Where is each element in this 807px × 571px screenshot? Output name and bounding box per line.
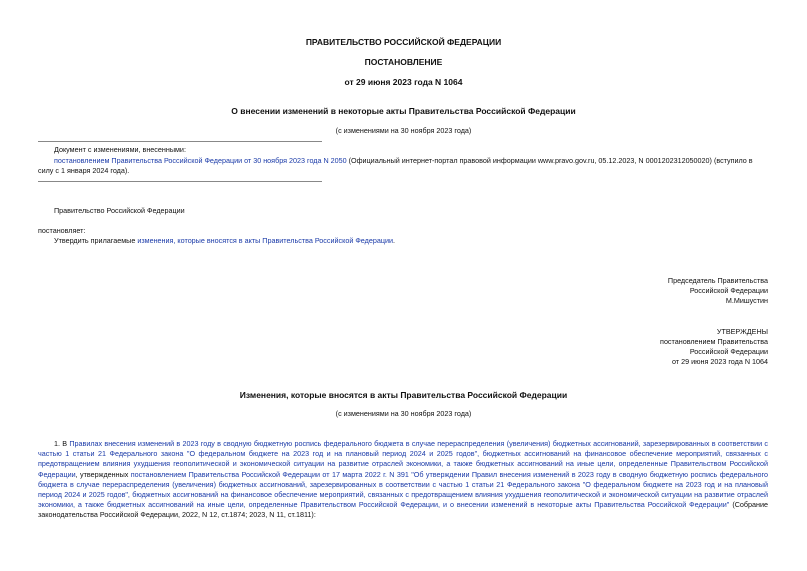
changes-bottom-divider	[38, 181, 322, 182]
document-type: ПОСТАНОВЛЕНИЕ	[364, 57, 443, 67]
rules-link[interactable]: Правилах внесения изменений в 2023 году в сводную бюджетную роспись федерального бюджета в случае перераспределения (увеличения) бюджетных ассигнований, зарезервированных в соответствии с частью 1 статьи 21 Федерального закона "О федеральном бюджете на 2023 год и на плановый период 2024 и 2025 годов", бюджетных ассигнований на финансовое обеспечение мероприятий, связанных с предотвращением влияния ухудшения геополитической и экономической ситуации на развитие отраслей экономики, а также бюджетных ассигнований на иные цели, определенные Правительством Российской Федерации	[38, 439, 768, 479]
changes-heading: Документ с изменениями, внесенными:	[54, 145, 186, 154]
approval-by: постановлением Правительства	[660, 337, 768, 346]
section-revision-note: (с изменениями на 30 ноября 2023 года)	[335, 409, 472, 418]
amending-act-link[interactable]: постановлением Правительства Российской Федерации от 30 ноября 2023 года N 2050	[54, 156, 347, 165]
document-date-number: от 29 июня 2023 года N 1064	[344, 77, 463, 87]
signature-name: М.Мишустин	[725, 296, 768, 305]
revision-note: (с изменениями на 30 ноября 2023 года)	[335, 126, 472, 135]
resolution-391-link[interactable]: постановлением Правительства Российской Федерации от 17 марта 2022 г. N 391 "Об утверждении Правил внесения изменений в 2023 году в сводную бюджетную роспись федерального бюджета в случае перераспределения (увеличения) бюджетных ассигнований, зарезервированных в соответствии с частью 1 статьи 21 Федерального закона "О федеральном бюджете на 2023 год и на плановый период 2024 и 2025 годов", бюджетных ассигнований на финансовое обеспечение мероприятий, связанных с предотвращением влияния ухудшения геополитической и экономической ситуации на развитие отраслей экономики, а также бюджетных ассигнований на иные цели, определенные Правительством Российской Федерации, и о внесении изменений в некоторые акты Правительства Российской Федерации"	[38, 469, 768, 510]
government-heading: ПРАВИТЕЛЬСТВО РОССИЙСКОЙ ФЕДЕРАЦИИ	[305, 37, 502, 47]
changes-effective-note: силу с 1 января 2024 года).	[38, 166, 130, 175]
changes-source-note: (Официальный интернет-портал правовой информации www.pravo.gov.ru, 05.12.2023, N 0001202312050020) (вступило в	[346, 156, 753, 165]
resolves-label: постановляет:	[38, 226, 86, 235]
approve-prefix: Утвердить прилагаемые	[54, 236, 138, 245]
changes-top-divider	[38, 141, 322, 142]
approval-date: от 29 июня 2023 года N 1064	[671, 357, 768, 366]
document-title: О внесении изменений в некоторые акты Правительства Российской Федерации	[231, 106, 576, 116]
approve-sentence	[54, 236, 395, 245]
signature-block	[500, 276, 768, 306]
approval-status: УТВЕРЖДЕНЫ	[716, 327, 768, 336]
item-1-middle: , утвержденных	[75, 469, 131, 479]
approve-suffix: .	[392, 236, 395, 245]
item-1-paragraph	[38, 439, 768, 521]
signature-position: Председатель Правительства	[667, 276, 768, 285]
government-name: Правительство Российской Федерации	[54, 206, 185, 215]
approval-country: Российской Федерации	[689, 347, 768, 356]
changes-link[interactable]: изменения, которые вносятся в акты Правительства Российской Федерации	[137, 236, 393, 245]
approval-block	[500, 327, 768, 367]
section-title: Изменения, которые вносятся в акты Правительства Российской Федерации	[239, 390, 568, 400]
item-1-suffix: (Собрание законодательства Российской Федерации, 2022, N 12, ст.1874; 2023, N 11, ст.1811):	[38, 500, 769, 520]
changes-text	[54, 156, 770, 166]
signature-country: Российской Федерации	[689, 286, 768, 295]
item-1-prefix: 1. В	[54, 439, 70, 448]
